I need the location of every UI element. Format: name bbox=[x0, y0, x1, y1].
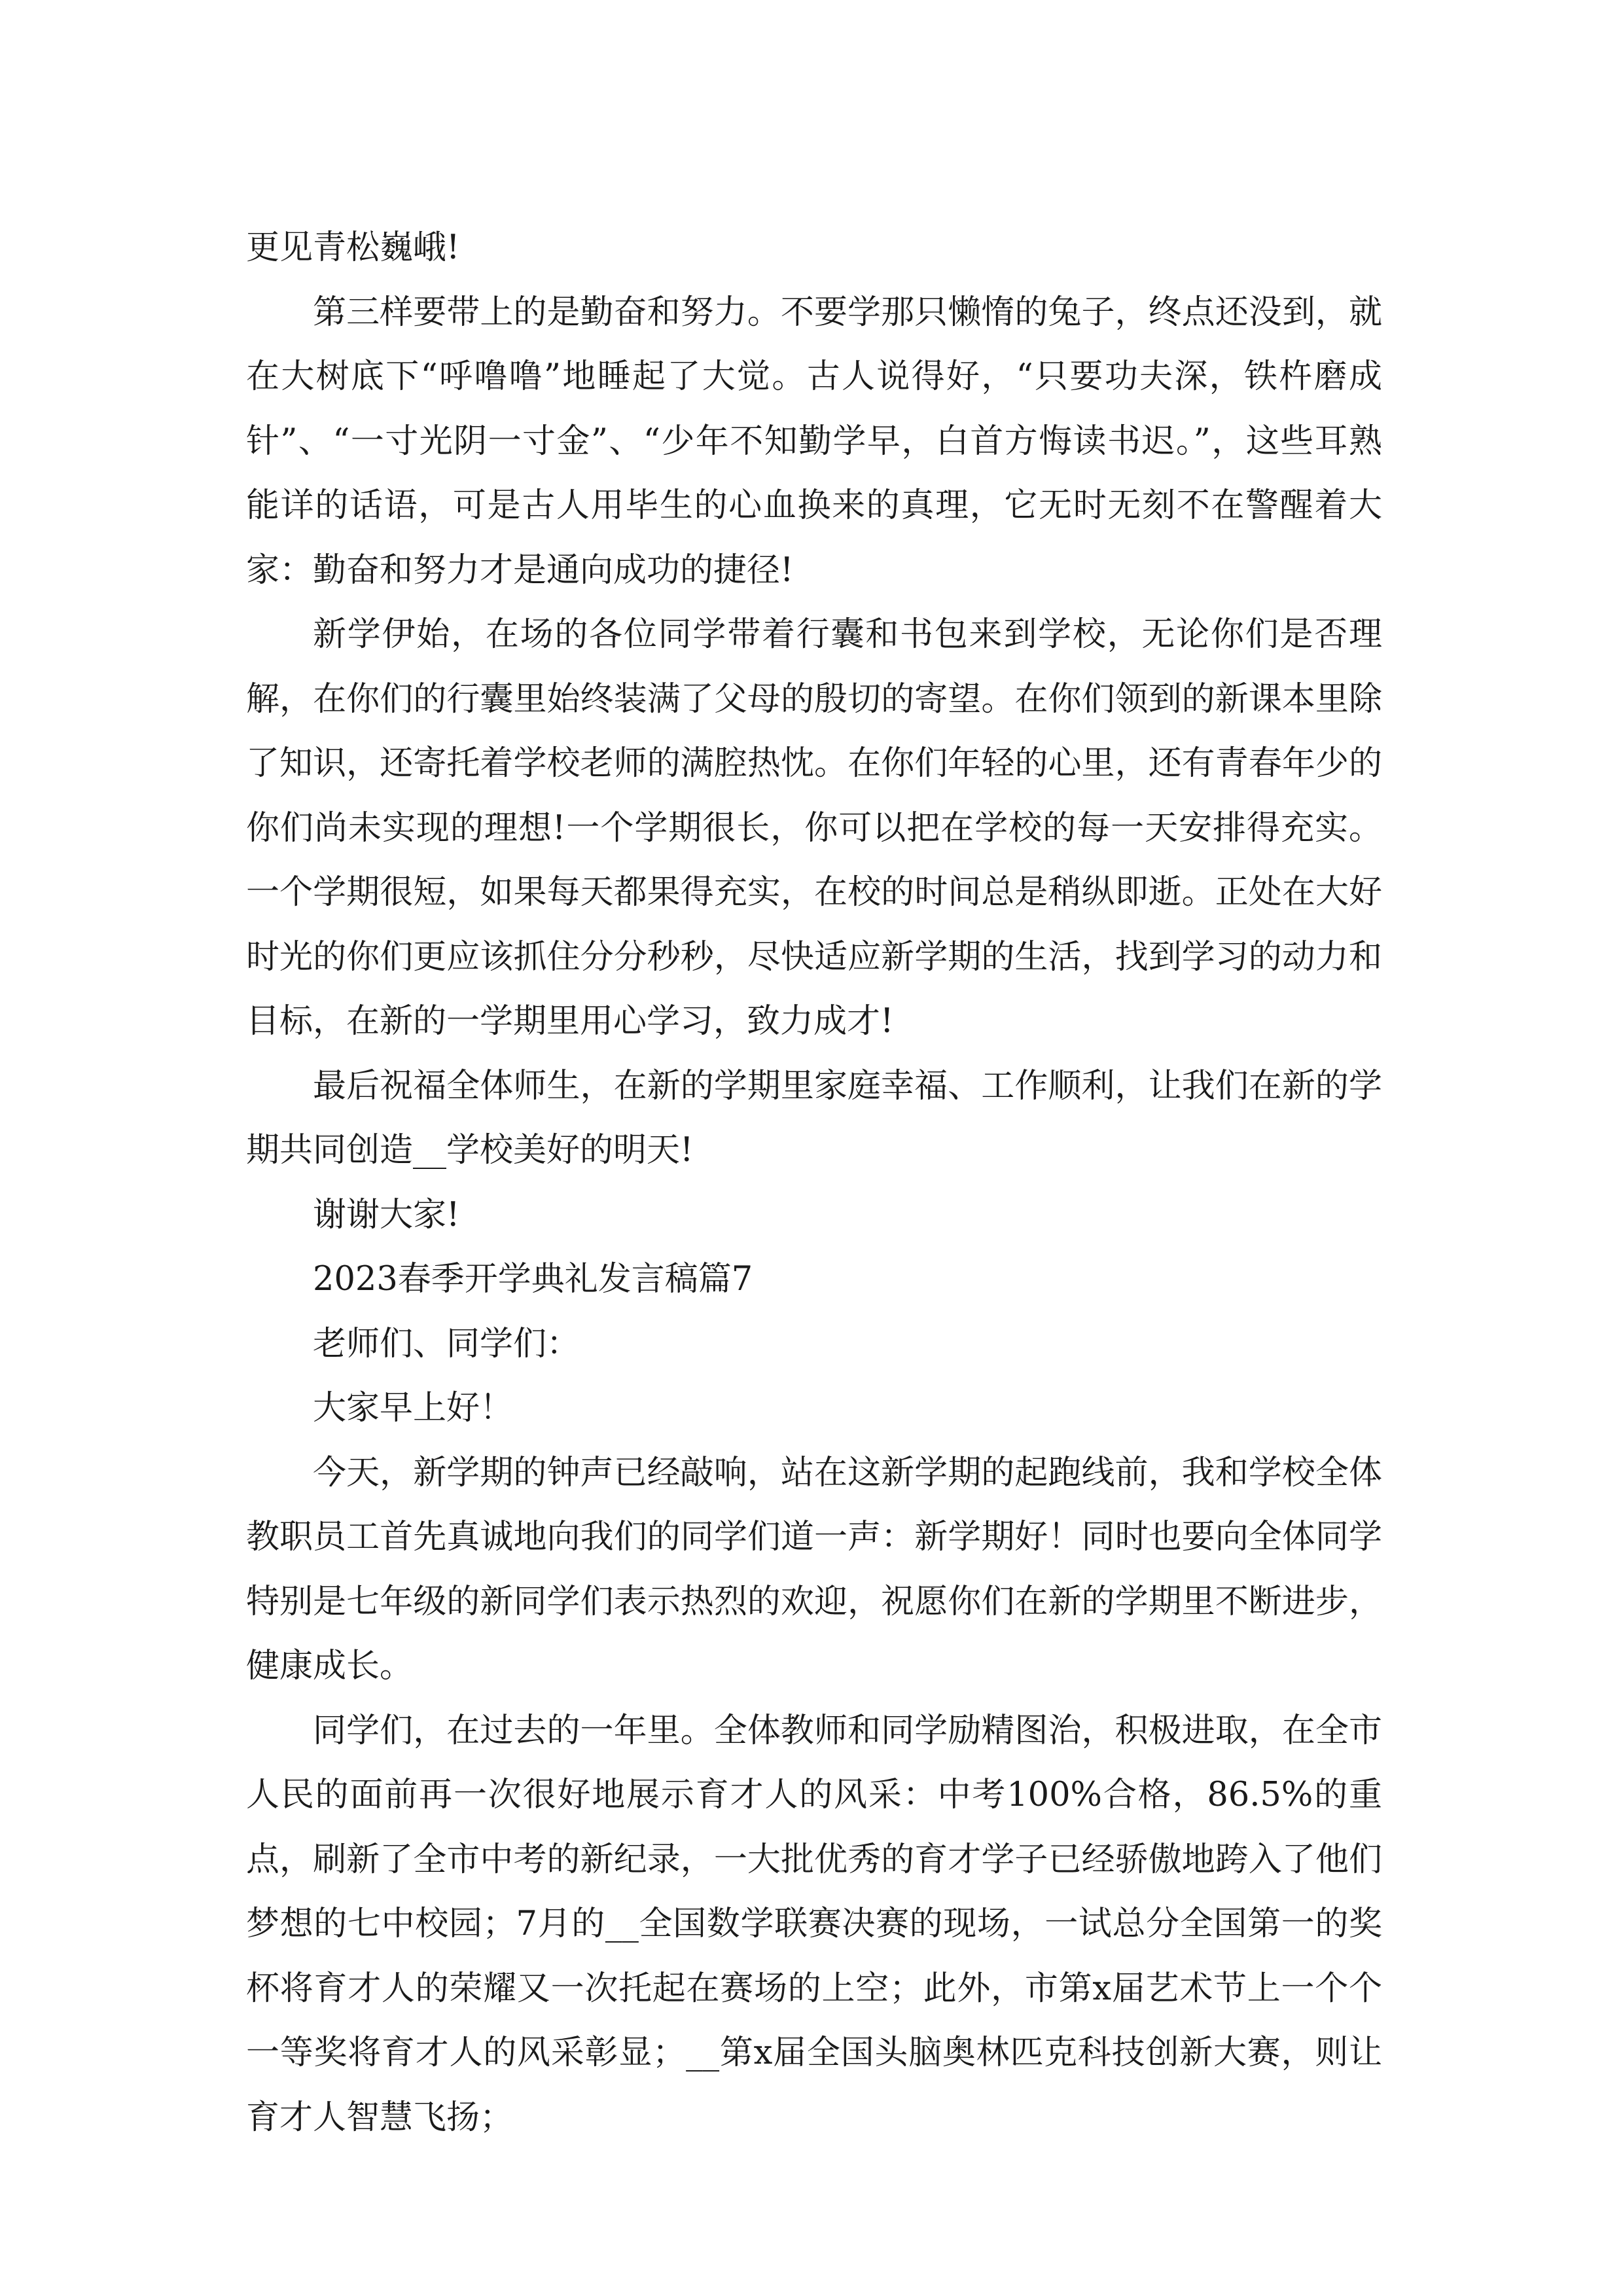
paragraph: 同学们，在过去的一年里。全体教师和同学励精图治，积极进取，在全市人民的面前再一次很好地展示育才人的风采：中考100%合格，86.5%的重点，刷新了全市中考的新纪录，一大批优秀的育才学子已经骄傲地跨入了他们梦想的七中校园；7月的__全国数学联赛决赛的现场，一试总分全国第一的奖杯将育才人的荣耀又一次托起在赛场的上空；此外，市第x届艺术节上一个个一等奖将育才人的风采彰显；__第x届全国头脑奥林匹克科技创新大赛，则让育才人智慧飞扬； bbox=[246, 1711, 1382, 2137]
section-heading: 2023春季开学典礼发言稿篇7 bbox=[313, 1260, 753, 1299]
closing-line: 谢谢大家! bbox=[313, 1195, 460, 1234]
paragraph: 今天，新学期的钟声已经敲响，站在这新学期的起跑线前，我和学校全体教职员工首先真诚地向我们的同学们道一声：新学期好！同时也要向全体同学特别是七年级的新同学们表示热烈的欢迎，祝愿你们在新的学期里不断进步，健康成长。 bbox=[246, 1453, 1382, 1685]
paragraph: 新学伊始，在场的各位同学带着行囊和书包来到学校，无论你们是否理解，在你们的行囊里始终装满了父母的殷切的寄望。在你们领到的新课本里除了知识，还寄托着学校老师的满腔热忱。在你们年轻的心里，还有青春年少的你们尚未实现的理想!一个学期很长，你可以把在学校的每一天安排得充实。一个学期很短，如果每天都果得充实，在校的时间总是稍纵即逝。正处在大好时光的你们更应该抓住分分秒秒，尽快适应新学期的生活，找到学习的动力和目标，在新的一学期里用心学习，致力成才! bbox=[246, 615, 1382, 1041]
paragraph: 更见青松巍峨! bbox=[246, 228, 460, 267]
paragraph: 最后祝福全体师生，在新的学期里家庭幸福、工作顺利，让我们在新的学期共同创造__学校美好的明天! bbox=[246, 1066, 1382, 1170]
paragraph: 第三样要带上的是勤奋和努力。不要学那只懒惰的兔子，终点还没到，就在大树底下“呼噜噜”地睡起了大觉。古人说得好，“只要功夫深，铁杵磨成针”、“一寸光阴一寸金”、“少年不知勤学早，白首方悔读书迟。”，这些耳熟能详的话语，可是古人用毕生的心血换来的真理，它无时无刻不在警醒着大家：勤奋和努力才是通向成功的捷径! bbox=[246, 293, 1382, 590]
salutation: 老师们、同学们： bbox=[313, 1324, 580, 1363]
greeting: 大家早上好！ bbox=[313, 1389, 514, 1427]
document-body bbox=[246, 216, 1382, 2150]
